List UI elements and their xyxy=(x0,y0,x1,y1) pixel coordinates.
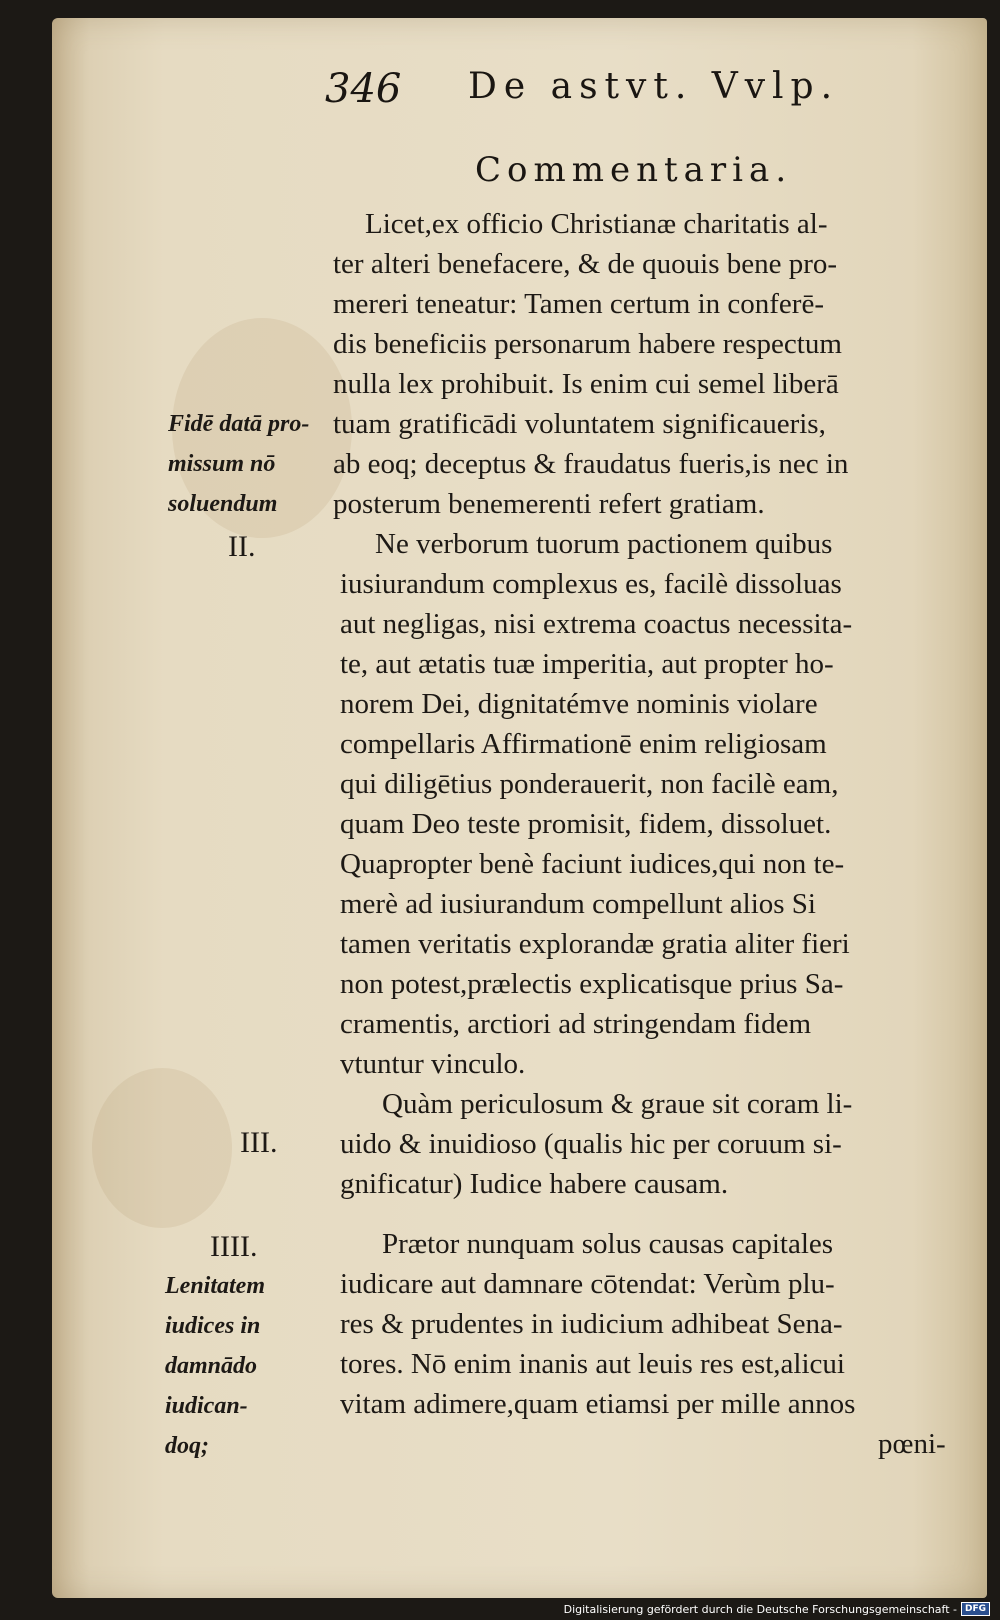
text-line: merè ad iusiurandum compellunt alios Si xyxy=(340,888,816,920)
text-line: te, aut ætatis tuæ imperitia, aut propter ho- xyxy=(340,648,834,680)
text-line: Prætor nunquam solus causas capitales xyxy=(382,1228,834,1260)
text-line: res & prudentes in iudicium adhibeat Sena- xyxy=(340,1308,843,1340)
footer-credit: Digitalisierung gefördert durch die Deutsche Forschungsgemeinschaft - xyxy=(563,1602,957,1616)
margin-note-line: soluendum xyxy=(168,491,278,517)
text-line: quam Deo teste promisit, fidem, dissoluet. xyxy=(340,808,832,840)
text-line: Ne verborum tuorum pactionem quibus xyxy=(375,528,833,560)
text-line: mereri teneatur: Tamen certum in conferē- xyxy=(333,288,824,320)
text-line: Quàm periculosum & graue sit coram li- xyxy=(382,1088,853,1120)
text-line: vitam adimere,quam etiamsi per mille annos xyxy=(340,1388,856,1420)
text-line: Licet,ex officio Christianæ charitatis al- xyxy=(365,208,828,240)
text-line: tores. Nō enim inanis aut leuis res est,alicui xyxy=(340,1348,845,1380)
margin-numeral: IIII. xyxy=(210,1230,258,1263)
running-head: De astvt. Vvlp. xyxy=(468,66,840,107)
margin-note-line: Lenitatem xyxy=(165,1273,265,1299)
text-line: uido & inuidioso (qualis hic per coruum si- xyxy=(340,1128,842,1160)
margin-note-line: damnādo xyxy=(165,1353,258,1379)
text-line: qui diligētius ponderauerit, non facilè eam, xyxy=(340,768,839,800)
dfg-logo: DFG xyxy=(961,1602,990,1616)
text-line: nulla lex prohibuit. Is enim cui semel liberā xyxy=(333,368,839,400)
text-line: Quapropter benè faciunt iudices,qui non te- xyxy=(340,848,845,880)
text-line: ab eoq; deceptus & fraudatus fueris,is nec in xyxy=(333,448,849,480)
text-line: non potest,prælectis explicatisque prius Sa- xyxy=(340,968,844,1000)
margin-note-line: iudices in xyxy=(165,1313,261,1339)
digitization-footer xyxy=(564,1602,990,1616)
text-line: tamen veritatis explorandæ gratia aliter fieri xyxy=(340,928,850,960)
text-line: dis beneficiis personarum habere respectum xyxy=(333,328,842,360)
text-line: compellaris Affirmationē enim religiosam xyxy=(340,728,827,760)
margin-numeral: III. xyxy=(240,1126,278,1159)
text-line: tuam gratificādi voluntatem significaueris, xyxy=(333,408,826,440)
catchword: pœni- xyxy=(878,1428,946,1460)
text-line: gnificatur) Iudice habere causam. xyxy=(340,1168,729,1200)
text-line: cramentis, arctiori ad stringendam fidem xyxy=(340,1008,812,1040)
margin-numeral: II. xyxy=(228,530,256,563)
text-line: aut negligas, nisi extrema coactus necessita- xyxy=(340,608,853,640)
paper-stain xyxy=(92,1068,232,1228)
margin-note-line: iudican- xyxy=(165,1393,248,1419)
page-number: 346 xyxy=(325,66,402,112)
text-line: iusiurandum complexus es, facilè dissoluas xyxy=(340,568,842,600)
text-line: vtuntur vinculo. xyxy=(340,1048,526,1080)
text-line: norem Dei, dignitatémve nominis violare xyxy=(340,688,818,720)
margin-note-line: doq; xyxy=(165,1433,209,1459)
text-line: posterum benemerenti refert gratiam. xyxy=(333,488,765,520)
section-title: Commentaria. xyxy=(475,150,793,190)
text-line: iudicare aut damnare cōtendat: Verùm plu- xyxy=(340,1268,835,1300)
margin-note-line: missum nō xyxy=(168,451,276,477)
text-line: ter alteri benefacere, & de quouis bene pro- xyxy=(333,248,838,280)
margin-note-line: Fidē datā pro- xyxy=(168,411,310,437)
